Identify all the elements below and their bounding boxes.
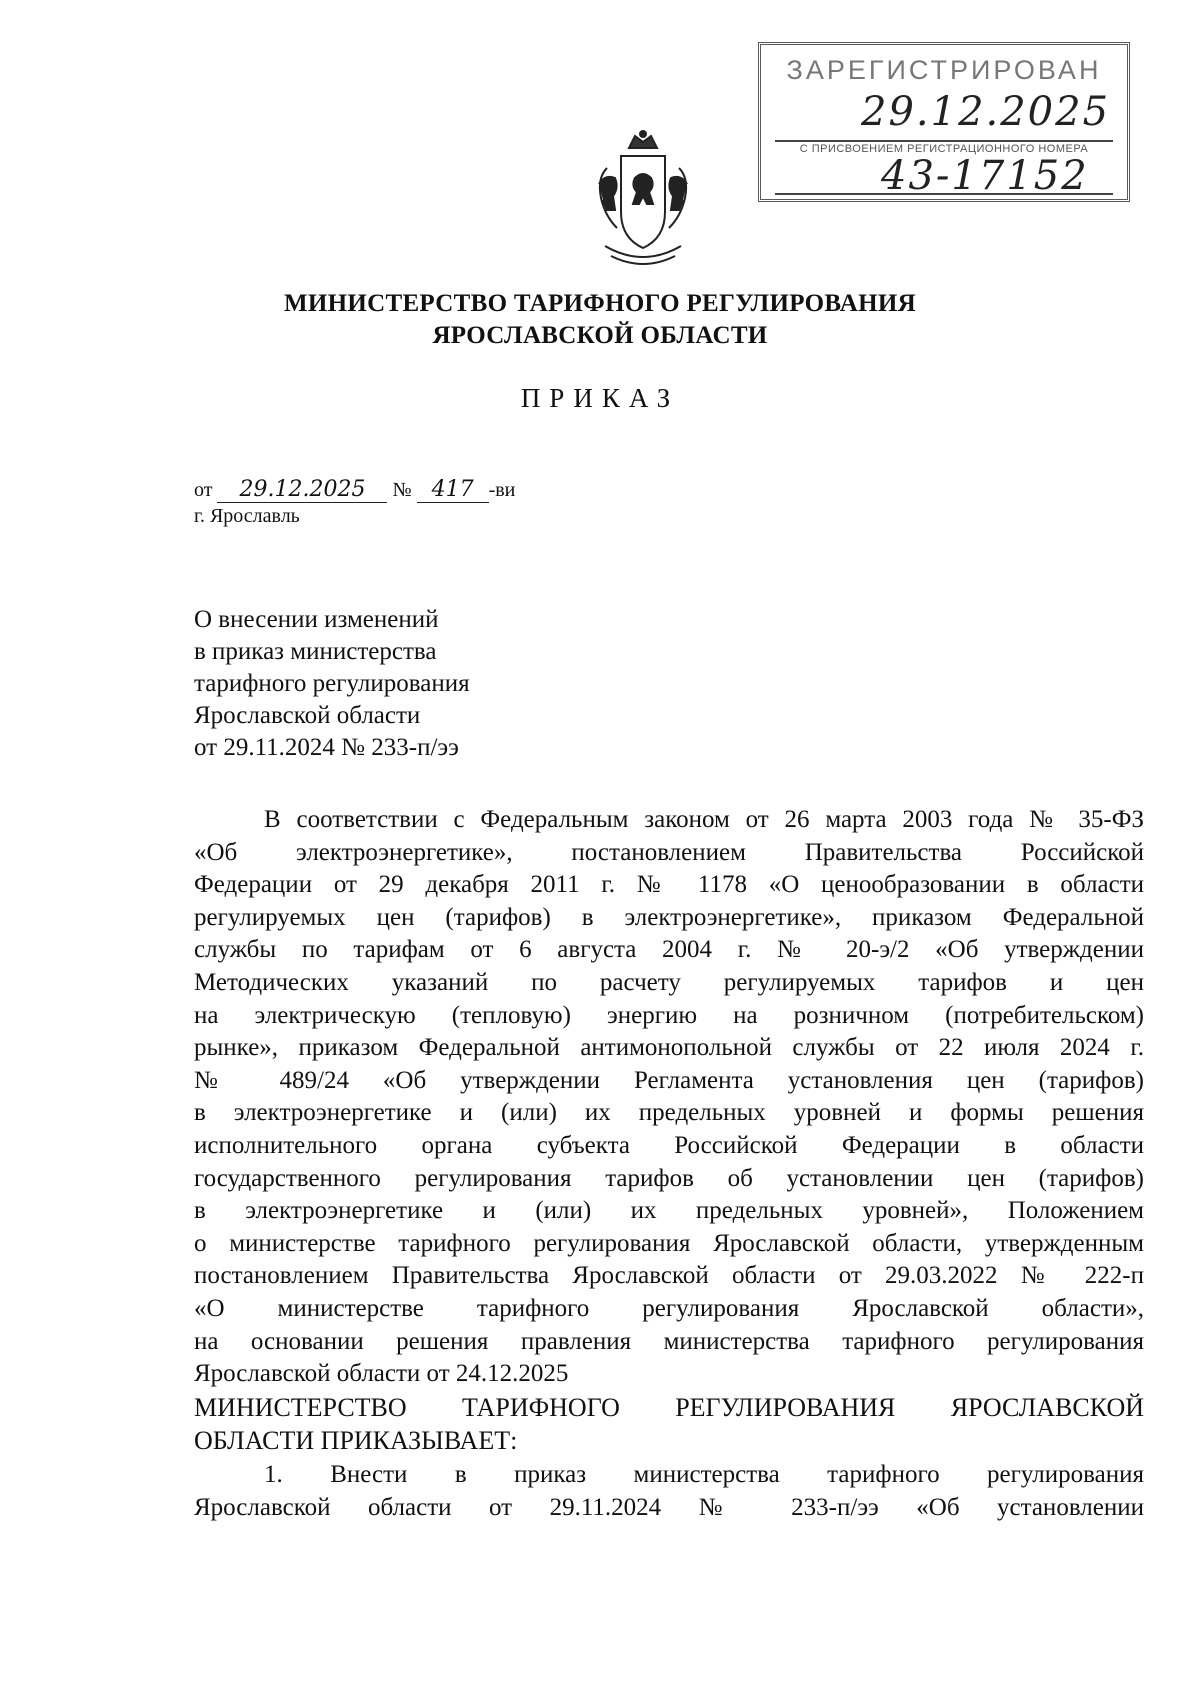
body-line: исполнительного органа субъекта Российской Федерации в области xyxy=(194,1131,1144,1159)
preamble-paragraph xyxy=(194,804,1144,1391)
body-line: регулируемых цен (тарифов) в электроэнергетике», приказом Федеральной xyxy=(194,903,1144,931)
ministry-name-line2: ЯРОСЛАВСКОЙ ОБЛАСТИ xyxy=(432,322,768,349)
body-line: Федерации от 29 декабря 2011 г. № 1178 «О ценообразовании в области xyxy=(194,871,1144,899)
order-city: г. Ярославль xyxy=(194,505,300,527)
body-line: в электроэнергетике и (или) их предельных уровней и формы решения xyxy=(194,1099,1144,1127)
document-type: ПРИКАЗ xyxy=(520,383,680,413)
stamp-date: 29.12.2025 xyxy=(861,89,1111,135)
body-line: Методических указаний по расчету регулируемых тарифов и цен xyxy=(194,968,1144,996)
stamp-divider xyxy=(775,193,1113,195)
body-line: о министерстве тарифного регулирования Ярославской области, утвержденным xyxy=(194,1229,1144,1257)
subject-line: в приказ министерства xyxy=(194,638,437,665)
body-line: на основании решения правления министерства тарифного регулирования xyxy=(194,1327,1144,1355)
stamp-divider xyxy=(775,140,1113,142)
subject-line: тарифного регулирования xyxy=(194,670,470,697)
stamp-subtitle: С ПРИСВОЕНИЕМ РЕГИСТРАЦИОННОГО НОМЕРА xyxy=(799,143,1089,155)
body-line: «Об электроэнергетике», постановлением Правительства Российской xyxy=(194,838,1144,866)
ministry-name-line1: МИНИСТЕРСТВО ТАРИФНОГО РЕГУЛИРОВАНИЯ xyxy=(283,290,916,317)
order-details xyxy=(194,477,515,503)
order-subject xyxy=(194,604,470,764)
body-line: в электроэнергетике и (или) их предельных уровней», Положением xyxy=(194,1197,1144,1225)
item-line: 1. Внести в приказ министерства тарифного регулирования xyxy=(264,1461,1144,1488)
subject-line: Ярославской области xyxy=(194,702,421,729)
body-line: рынке», приказом Федеральной антимонопольной службы от 22 июля 2024 г. xyxy=(194,1034,1144,1062)
stamp-number: 43-17152 xyxy=(881,153,1089,199)
decree-line: МИНИСТЕРСТВО ТАРИФНОГО РЕГУЛИРОВАНИЯ ЯРОСЛАВСКОЙ xyxy=(194,1393,1144,1422)
order-item-1 xyxy=(194,1459,1144,1524)
decree-statement xyxy=(194,1392,1144,1457)
body-line: Ярославской области от 24.12.2025 xyxy=(194,1360,569,1388)
number-label: № xyxy=(392,479,412,501)
stamp-title: ЗАРЕГИСТРИРОВАН xyxy=(786,55,1102,85)
body-line: службы по тарифам от 6 августа 2004 г. № 20-э/2 «Об утверждении xyxy=(194,936,1144,964)
from-label: от xyxy=(194,479,213,501)
body-line: на электрическую (тепловую) энергию на розничном (потребительском) xyxy=(194,1001,1144,1029)
registration-stamp xyxy=(758,42,1130,202)
item-line: Ярославской области от 29.11.2024 № 233-п/ээ «Об установлении xyxy=(194,1493,1144,1521)
body-line: В соответствии с Федеральным законом от 26 марта 2003 года № 35-ФЗ xyxy=(264,806,1144,833)
order-suffix: -ви xyxy=(488,479,516,501)
decree-line: ОБЛАСТИ ПРИКАЗЫВАЕТ: xyxy=(194,1425,518,1455)
body-line: постановлением Правительства Ярославской области от 29.03.2022 № 222-п xyxy=(194,1262,1144,1290)
order-date: 29.12.2025 xyxy=(217,477,387,503)
body-line: «О министерстве тарифного регулирования Ярославской области», xyxy=(194,1294,1144,1322)
subject-line: О внесении изменений xyxy=(194,606,439,633)
subject-line: от 29.11.2024 № 233-п/ээ xyxy=(194,734,459,761)
body-line: государственного регулирования тарифов об установлении цен (тарифов) xyxy=(194,1164,1144,1192)
body-line: № 489/24 «Об утверждении Регламента установления цен (тарифов) xyxy=(194,1066,1144,1094)
coat-of-arms-icon xyxy=(587,128,699,274)
order-number: 417 xyxy=(417,477,489,503)
